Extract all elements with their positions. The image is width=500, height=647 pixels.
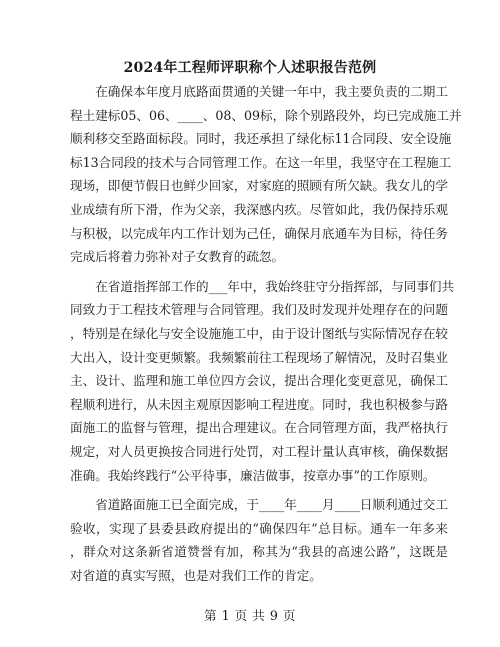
paragraph-line: 主、设计、监理和施工单位四方会议，提出合理化变更意见，确保工 [70,373,448,389]
paragraph-line: 完成后将着力弥补对子女教育的疏忽。 [70,249,285,265]
paragraph-line: ，群众对这条新省道赞誉有加，称其为“我县的高速公路”，这既是 [70,544,448,560]
paragraph-line: ，特别是在绿化与安全设施施工中，由于设计图纸与实际情况存在较 [70,325,448,341]
paragraph-line: 准确。我始终践行“公平待事，廉洁做事，按章办事”的工作原则。 [70,467,436,483]
paragraph-line: 同致力于工程技术管理与合同管理。我们及时发现并处理存在的问题 [70,302,448,318]
paragraph-line: 省道路面施工已全面完成，于____年____月____日顺利通过交工 [70,497,448,513]
paragraph-1 [70,80,462,269]
paragraph-line: 标13合同段的技术与合同管理工作。在这一年里，我坚守在工程施工 [70,154,452,170]
page-number: 第 1 页 共 9 页 [204,608,296,623]
paragraph-line: 程土建标05、06、____、08、09标，除个别路段外，均已完成施工并 [70,107,462,123]
paragraph-2 [70,275,455,487]
paragraph-line: 在确保本年度月底路面贯通的关键一年中，我主要负责的二期工 [70,84,448,99]
paragraph-line: 面施工的监督与管理，提出合理建议。在合同管理方面，我严格执行 [70,420,448,436]
paragraph-line: 对省道的真实写照，也是对我们工作的肯定。 [70,567,322,583]
paragraph-3 [70,493,448,587]
paragraph-line: 程顺利进行，从未因主观原因影响工程进度。同时，我也积极参与路 [70,396,448,412]
paragraph-line: 业成绩有所下滑，作为父亲，我深感内疚。尽管如此，我仍保持乐观 [70,201,448,217]
paragraph-line: 现场，即便节假日也鲜少回家，对家庭的照顾有所欠缺。我女儿的学 [70,178,448,194]
paragraph-line: 验收，实现了县委县政府提出的“确保四年”总目标。通车一年多来 [70,520,448,536]
paragraph-line: 顺利移交至路面标段。同时，我还承担了绿化标11合同段、安全设施 [70,131,452,147]
paragraph-line: 与积极，以完成年内工作计划为己任，确保月底通车为目标，待任务 [70,225,448,241]
paragraph-line: 规定，对人员更换按合同进行处罚，对工程计量认真审核，确保数据 [70,443,448,459]
document-title: 2024年工程师评职称个人述职报告范例 [123,60,377,76]
paragraph-line: 大出入，设计变更频繁。我频繁前往工程现场了解情况，及时召集业 [70,349,448,365]
document-body [70,80,462,593]
paragraph-line: 在省道指挥部工作的___年中，我始终驻守分指挥部，与同事们共 [70,278,455,294]
